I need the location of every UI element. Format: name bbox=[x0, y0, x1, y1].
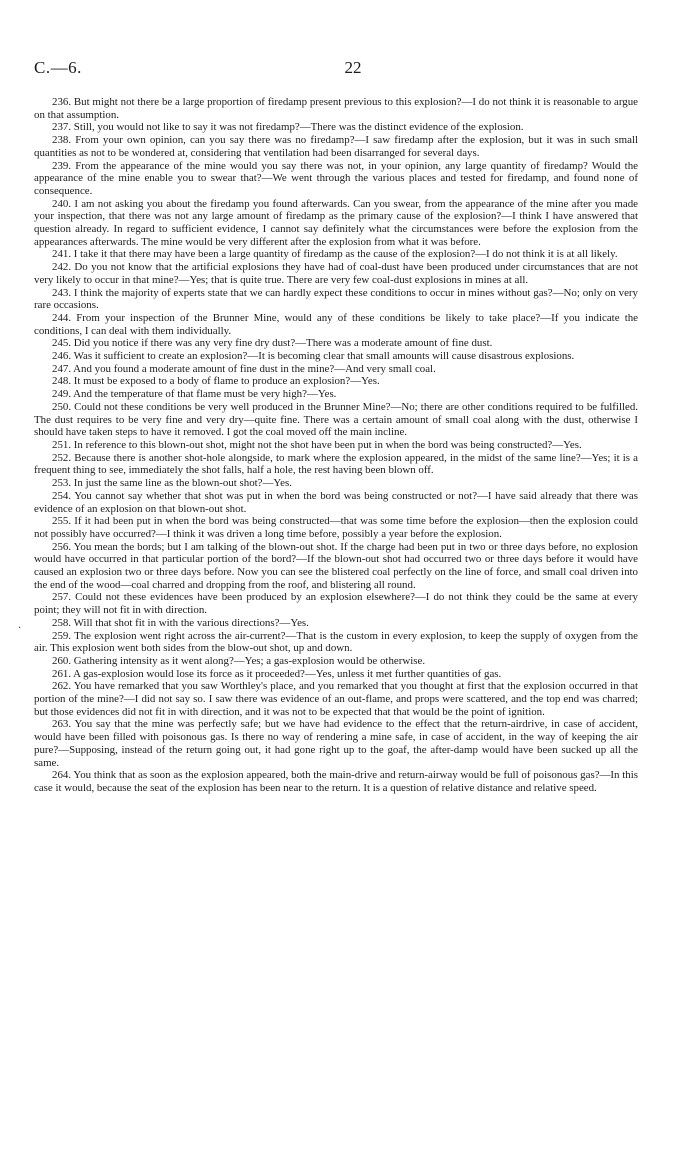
paragraph-258: 258. Will that shot fit in with the various directions?—Yes. bbox=[52, 616, 309, 629]
paragraph-242: 242. Do you not know that the artificial explosions they have had of coal-dust have been produced under circumstances that are not very likely to occur in that mine?—Yes; that is quite true. There are very few coal-dust explosions in mines at all. bbox=[34, 261, 638, 286]
page-number: 22 bbox=[344, 58, 362, 77]
paragraph-263: 263. You say that the mine was perfectly safe; but we have had evidence to the effect that the return-airdrive, in case of accident, would have been filled with poisonous gas. Is there no way of rendering a mine safe, in case of accident, in the way of keeping the air pure?—Supposing, instead of the return going out, it had gone right up to the goaf, the after-damp would have been sucked up all the same. bbox=[34, 718, 638, 769]
paragraph-239: 239. From the appearance of the mine would you say there was not, in your opinion, any large quantity of firedamp? Would the appearance of the mine enable you to swear that?—We went through the various places and tested for firedamp, and found none of consequence. bbox=[34, 159, 638, 197]
section-reference: C.—6. bbox=[34, 58, 82, 77]
margin-mark: . bbox=[18, 620, 22, 631]
paragraph-256: 256. You mean the bords; but I am talking of the blown-out shot. If the charge had been put in two or three days before, no explosion would have occurred in that particular portion of the bord?—If the blown-out shot had occurred two or three days before it would have caused an explosion two or three days before. Now you can see the blistered coal perfectly on the line of force, and small coal driven into the end of the wood—coal charred and dropping from the roof, and blistering all round. bbox=[34, 540, 638, 591]
paragraph-244: 244. From your inspection of the Brunner Mine, would any of these conditions be likely to take place?—If you indicate the conditions, I can deal with them individually. bbox=[34, 311, 638, 337]
page-header bbox=[34, 58, 672, 80]
paragraph-262: 262. You have remarked that you saw Worthley's place, and you remarked that you thought at first that the explosion occurred in that portion of the mine?—I did not say so. I saw there was evidence of an out-flame, and props were scattered, and the top end was charred; but those evidences did not fit in with direction, and it was not to be expected that that would be the point of ignition. bbox=[34, 680, 638, 718]
paragraph-259: 259. The explosion went right across the air-current?—That is the custom in every explosion, to keep the supply of oxygen from the air. This explosion went both sides from the blow-out shot, up and down. bbox=[34, 629, 638, 655]
paragraph-245: 245. Did you notice if there was any very fine dry dust?—There was a moderate amount of fine dust. bbox=[52, 337, 493, 350]
paragraph-236: 236. But might not there be a large proportion of firedamp present previous to this explosion?—I do not think it is reasonable to argue on that assumption. bbox=[34, 96, 638, 121]
paragraph-257: 257. Could not these evidences have been produced by an explosion elsewhere?—I do not think they could be the same at every point; they will not fit in with direction. bbox=[34, 591, 638, 617]
paragraph-255: 255. If it had been put in when the bord was being constructed—that was some time before the explosion—then the explosion could not possibly have occurred?—I think it was driven a long time before, possibly a year before the explosion. bbox=[34, 515, 638, 540]
paragraph-248: 248. It must be exposed to a body of flame to produce an explosion?—Yes. bbox=[52, 375, 380, 388]
paragraph-260: 260. Gathering intensity as it went along?—Yes; a gas-explosion would be otherwise. bbox=[52, 654, 426, 667]
paragraph-238: 238. From your own opinion, can you say there was no firedamp?—I saw firedamp after the explosion, but it was in such small quantities as not to be wondered at, considering that ventilation had been disarranged for several days. bbox=[34, 134, 638, 159]
paragraph-237: 237. Still, you would not like to say it was not firedamp?—There was the distinct evidence of the explosion. bbox=[52, 121, 524, 134]
paragraph-253: 253. In just the same line as the blown-out shot?—Yes. bbox=[52, 477, 292, 490]
paragraph-264: 264. You think that as soon as the explosion appeared, both the main-drive and return-airway would be full of poisonous gas?—In this case it would, because the seat of the explosion has been near to the return. It is a question of relative distance and relative speed. bbox=[34, 769, 638, 794]
paragraph-246: 246. Was it sufficient to create an explosion?—It is becoming clear that small amounts will cause disastrous explosions. bbox=[52, 350, 575, 363]
paragraph-251: 251. In reference to this blown-out shot, might not the shot have been put in when the bord was being constructed?—Yes. bbox=[52, 438, 582, 451]
paragraph-250: 250. Could not these conditions be very well produced in the Brunner Mine?—No; there are other conditions required to be fulfilled. The dust requires to be very fine and very dry—quite fine. There was a certain amount of small coal along with the dust, otherwise I should have taken steps to have it removed. I got the coal moved off the main incline. bbox=[34, 400, 638, 439]
paragraph-261: 261. A gas-explosion would lose its force as it proceeded?—Yes, unless it met further quantities of gas. bbox=[52, 667, 502, 680]
paragraph-241: 241. I take it that there may have been a large quantity of firedamp as the cause of the explosion?—I do not think it is at all likely. bbox=[52, 248, 618, 261]
paragraph-243: 243. I think the majority of experts state that we can hardly expect these conditions to occur in mines without gas?—No; only on very rare occasions. bbox=[34, 286, 638, 312]
paragraph-254: 254. You cannot say whether that shot was put in when the bord was being constructed or not?—I have said already that there was evidence of an explosion on that blown-out shot. bbox=[34, 489, 638, 515]
paragraph-249: 249. And the temperature of that flame must be very high?—Yes. bbox=[52, 388, 337, 401]
testimony-body bbox=[34, 96, 638, 795]
paragraph-247: 247. And you found a moderate amount of fine dust in the mine?—And very small coal. bbox=[52, 362, 436, 375]
paragraph-240: 240. I am not asking you about the firedamp you found afterwards. Can you swear, from the appearance of the mine after you made your inspection, that there was not any large amount of firedamp as the primary cause of the explosion?—I think I have answered that question already. In regard to sufficient evidence, I cannot say definitely what the circumstances were before the explosion from the appearances afterwards. The mine would be very different after the explosion from what it was before. bbox=[34, 197, 638, 248]
paragraph-252: 252. Because there is another shot-hole alongside, to mark where the explosion appeared, in the midst of the same line?—Yes; it is a frequent thing to see, immediately the shot falls, half a hole, the rest having been blown off. bbox=[34, 451, 638, 477]
